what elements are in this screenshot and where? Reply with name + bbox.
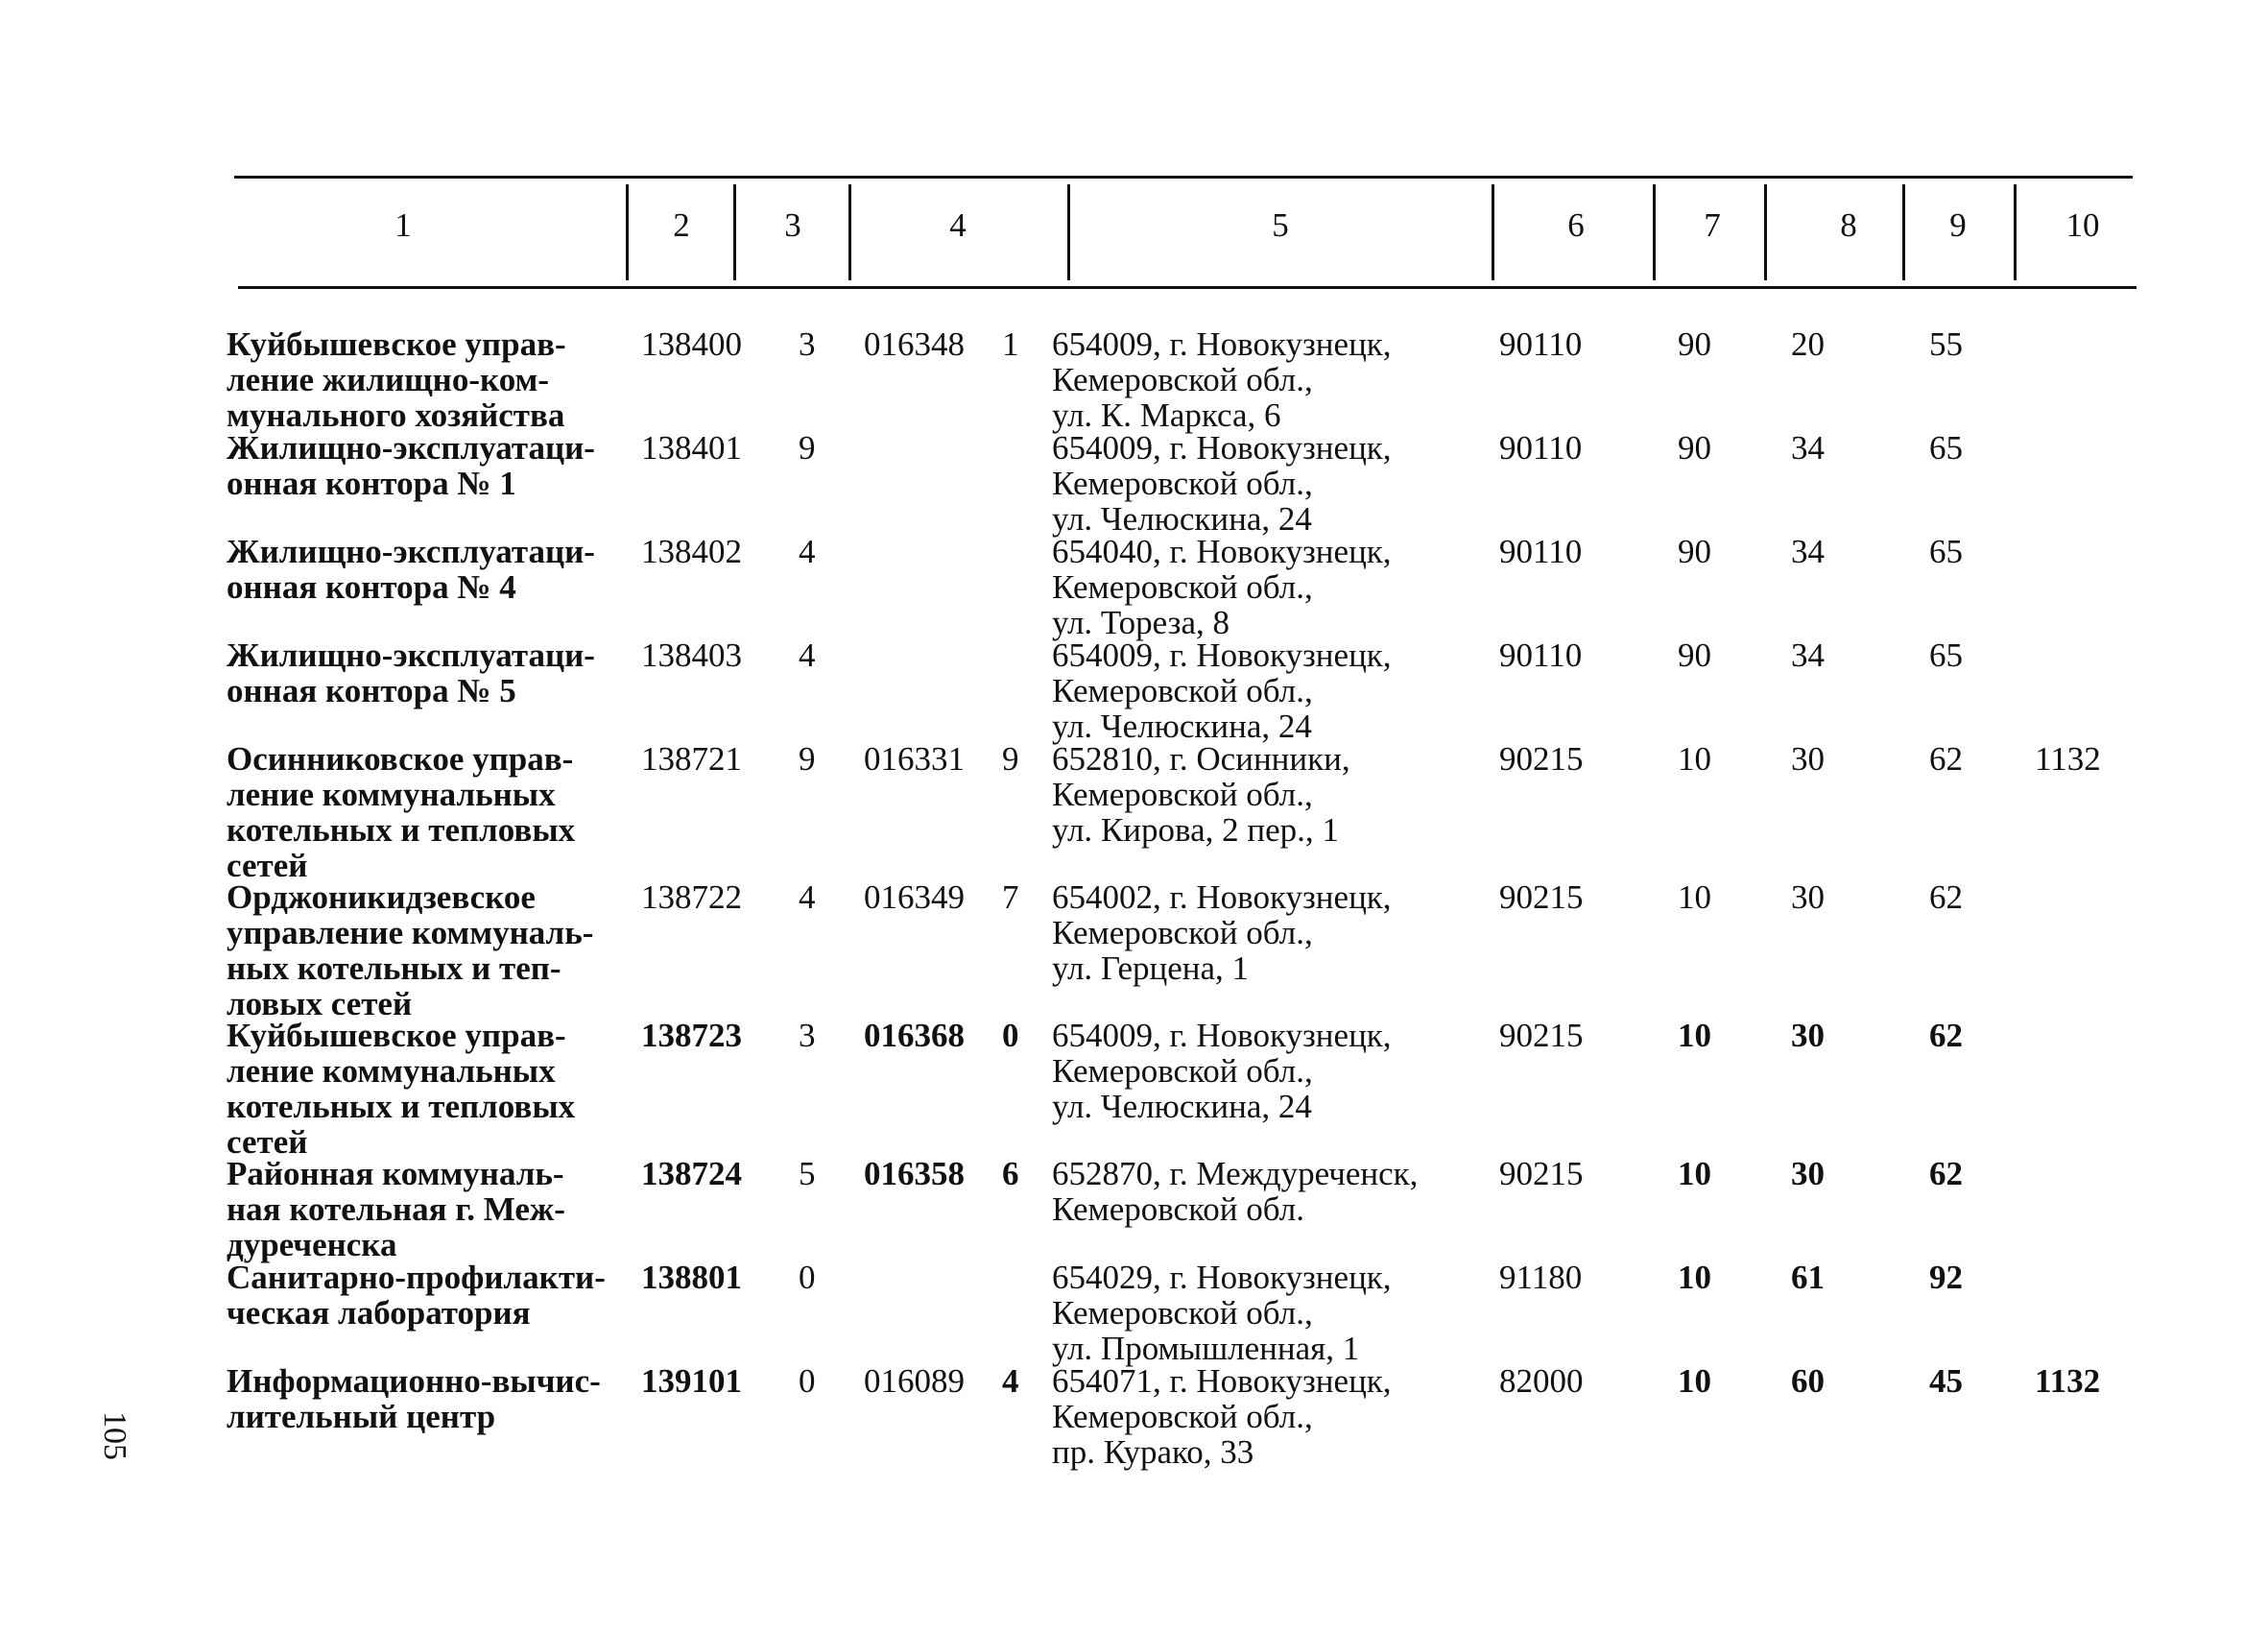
org-name: Жилищно-эксплуатаци- онная контора № 1: [227, 429, 595, 502]
col-9-value: 65: [1929, 429, 1963, 467]
table-top-rule: [234, 176, 2133, 179]
header-separator: [626, 184, 629, 280]
col-7-value: 10: [1678, 1017, 1711, 1054]
org-name: Санитарно-профилакти- ческая лаборатория: [227, 1259, 606, 1332]
col-9-value: 65: [1929, 636, 1963, 674]
col-9-value: 62: [1929, 740, 1963, 778]
col-4-check-digit: 9: [1002, 740, 1019, 778]
header-col-2: 2: [673, 206, 690, 244]
org-code: 138400: [641, 325, 742, 363]
col-3-value: 3: [799, 325, 816, 363]
col-7-value: 10: [1678, 878, 1711, 916]
address: 652870, г. Междуреченск, Кемеровской обл.: [1052, 1155, 1419, 1228]
org-code: 138722: [641, 878, 742, 916]
header-separator: [1067, 184, 1070, 280]
address: 654009, г. Новокузнецк, Кемеровской обл., ул. Челюскина, 24: [1052, 429, 1392, 538]
col-8-value: 30: [1791, 740, 1825, 778]
col-6-value: 90110: [1499, 636, 1583, 674]
col-4-check-digit: 1: [1002, 325, 1019, 363]
col-4-value: 016089: [864, 1362, 965, 1400]
col-3-value: 9: [799, 740, 816, 778]
org-name: Куйбышевское управ- ление жилищно-ком- мунального хозяйства: [227, 325, 566, 434]
header-separator: [733, 184, 736, 280]
header-col-6: 6: [1567, 206, 1585, 244]
header-separator: [1902, 184, 1905, 280]
col-9-value: 92: [1929, 1259, 1963, 1296]
header-col-1: 1: [394, 206, 412, 244]
org-name: Куйбышевское управ- ление коммунальных котельных и тепловых сетей: [227, 1017, 576, 1161]
col-3-value: 0: [799, 1362, 816, 1400]
col-6-value: 90110: [1499, 533, 1583, 570]
col-4-check-digit: 6: [1002, 1155, 1019, 1192]
col-10-value: 1132: [2035, 740, 2101, 778]
col-7-value: 90: [1678, 533, 1711, 570]
org-name: Жилищно-эксплуатаци- онная контора № 5: [227, 636, 595, 709]
col-3-value: 4: [799, 878, 816, 916]
col-9-value: 45: [1929, 1362, 1963, 1400]
col-9-value: 65: [1929, 533, 1963, 570]
col-4-value: 016349: [864, 878, 965, 916]
col-3-value: 4: [799, 636, 816, 674]
col-6-value: 90110: [1499, 325, 1583, 363]
header-col-9: 9: [1949, 206, 1967, 244]
col-3-value: 5: [799, 1155, 816, 1192]
org-code: 138723: [641, 1017, 742, 1054]
col-7-value: 10: [1678, 1362, 1711, 1400]
col-9-value: 62: [1929, 878, 1963, 916]
org-code: 138724: [641, 1155, 742, 1192]
col-8-value: 20: [1791, 325, 1825, 363]
address: 654009, г. Новокузнецк, Кемеровской обл., ул. К. Маркса, 6: [1052, 325, 1392, 434]
col-7-value: 90: [1678, 636, 1711, 674]
org-code: 138401: [641, 429, 742, 467]
address: 654029, г. Новокузнецк, Кемеровской обл., ул. Промышленная, 1: [1052, 1259, 1392, 1367]
col-9-value: 62: [1929, 1017, 1963, 1054]
col-9-value: 55: [1929, 325, 1963, 363]
col-6-value: 90215: [1499, 1017, 1584, 1054]
org-name: Районная коммуналь- ная котельная г. Меж- дуреченска: [227, 1155, 565, 1263]
header-separator: [1653, 184, 1656, 280]
address: 654040, г. Новокузнецк, Кемеровской обл., ул. Тореза, 8: [1052, 533, 1392, 641]
col-3-value: 3: [799, 1017, 816, 1054]
header-col-4: 4: [949, 206, 967, 244]
col-7-value: 10: [1678, 1155, 1711, 1192]
col-4-value: 016348: [864, 325, 965, 363]
col-4-value: 016358: [864, 1155, 965, 1192]
header-separator: [1492, 184, 1494, 280]
col-4-check-digit: 0: [1002, 1017, 1019, 1054]
col-4-value: 016368: [864, 1017, 965, 1054]
col-8-value: 30: [1791, 1155, 1825, 1192]
col-3-value: 4: [799, 533, 816, 570]
org-code: 138721: [641, 740, 742, 778]
col-6-value: 90215: [1499, 878, 1584, 916]
col-8-value: 30: [1791, 878, 1825, 916]
org-code: 138801: [641, 1259, 742, 1296]
address: 652810, г. Осинники, Кемеровской обл., ул. Кирова, 2 пер., 1: [1052, 740, 1350, 849]
header-separator: [848, 184, 851, 280]
org-code: 138402: [641, 533, 742, 570]
header-separator: [2014, 184, 2017, 280]
header-bottom-rule: [238, 286, 2137, 289]
col-9-value: 62: [1929, 1155, 1963, 1192]
header-col-10: 10: [2065, 206, 2100, 244]
col-8-value: 61: [1791, 1259, 1825, 1296]
page-number: 105: [97, 1411, 132, 1460]
col-7-value: 10: [1678, 740, 1711, 778]
org-code: 138403: [641, 636, 742, 674]
col-6-value: 82000: [1499, 1362, 1584, 1400]
col-10-value: 1132: [2035, 1362, 2101, 1400]
header-separator: [1764, 184, 1767, 280]
col-8-value: 34: [1791, 636, 1825, 674]
org-code: 139101: [641, 1362, 742, 1400]
col-6-value: 90215: [1499, 740, 1584, 778]
org-name: Орджоникидзевское управление коммуналь- ных котельных и теп- ловых сетей: [227, 878, 594, 1022]
org-name: Жилищно-эксплуатаци- онная контора № 4: [227, 533, 595, 606]
header-col-7: 7: [1704, 206, 1721, 244]
col-7-value: 90: [1678, 429, 1711, 467]
col-8-value: 34: [1791, 429, 1825, 467]
col-3-value: 0: [799, 1259, 816, 1296]
col-4-check-digit: 4: [1002, 1362, 1019, 1400]
org-name: Информационно-вычис- лительный центр: [227, 1362, 601, 1435]
col-6-value: 90110: [1499, 429, 1583, 467]
col-6-value: 91180: [1499, 1259, 1583, 1296]
address: 654071, г. Новокузнецк, Кемеровской обл., пр. Курако, 33: [1052, 1362, 1392, 1471]
header-col-8: 8: [1840, 206, 1857, 244]
col-3-value: 9: [799, 429, 816, 467]
col-7-value: 10: [1678, 1259, 1711, 1296]
col-8-value: 34: [1791, 533, 1825, 570]
address: 654009, г. Новокузнецк, Кемеровской обл., ул. Челюскина, 24: [1052, 1017, 1392, 1125]
col-6-value: 90215: [1499, 1155, 1584, 1192]
header-col-5: 5: [1272, 206, 1289, 244]
org-name: Осинниковское управ- ление коммунальных котельных и тепловых сетей: [227, 740, 576, 884]
address: 654002, г. Новокузнецк, Кемеровской обл., ул. Герцена, 1: [1052, 878, 1392, 987]
col-4-value: 016331: [864, 740, 965, 778]
col-8-value: 30: [1791, 1017, 1825, 1054]
col-8-value: 60: [1791, 1362, 1825, 1400]
col-4-check-digit: 7: [1002, 878, 1019, 916]
header-col-3: 3: [784, 206, 801, 244]
address: 654009, г. Новокузнецк, Кемеровской обл., ул. Челюскина, 24: [1052, 636, 1392, 745]
col-7-value: 90: [1678, 325, 1711, 363]
